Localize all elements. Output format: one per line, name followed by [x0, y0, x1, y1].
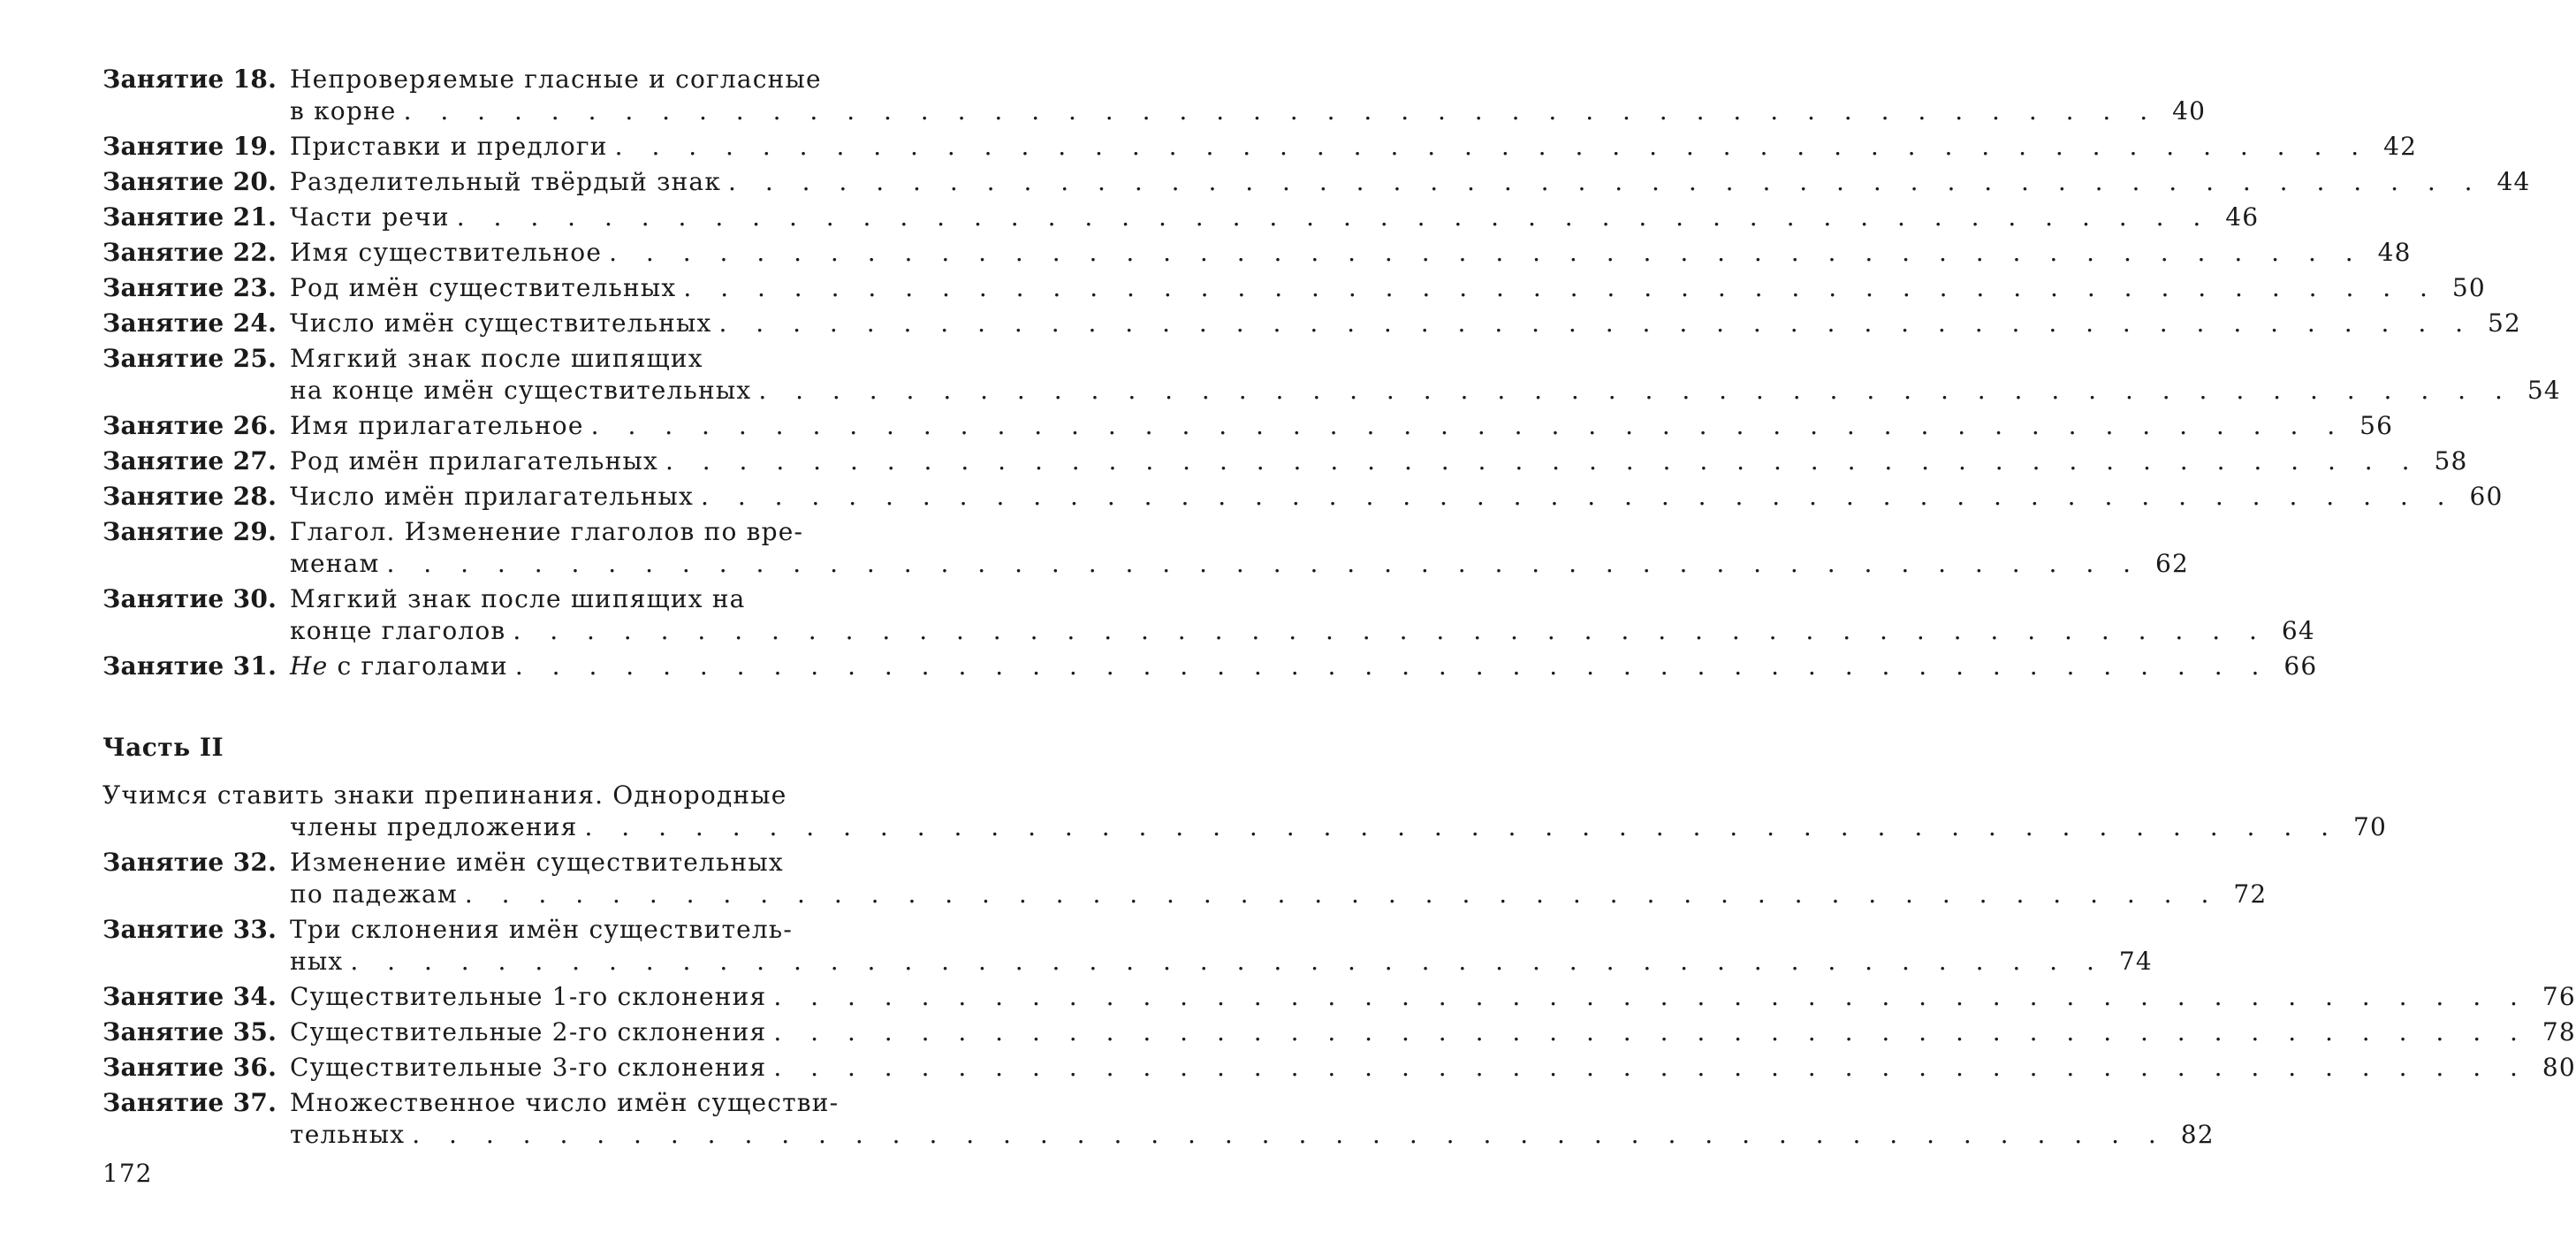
entry-title-line — [290, 445, 2468, 477]
entry-label: Занятие 26. — [103, 411, 277, 440]
entry-label: Занятие 29. — [103, 517, 277, 546]
toc-entry — [103, 914, 2153, 978]
entry-label: Занятие 23. — [103, 273, 277, 302]
entry-title — [290, 1016, 2576, 1048]
entry-title-line — [290, 410, 2394, 442]
entry-text: Мягкий знак после шипящих на — [290, 584, 746, 613]
entry-text: Части речи — [290, 202, 450, 232]
toc-entry — [103, 1052, 2576, 1084]
entry-title-line — [290, 481, 2504, 513]
entry-title-line — [290, 166, 2531, 198]
toc-entry — [103, 1087, 2215, 1151]
entry-page: 70 — [2353, 812, 2388, 841]
entry-text: Имя прилагательное — [290, 411, 584, 440]
toc-entry — [103, 237, 2412, 269]
entry-title — [290, 651, 2318, 682]
entry-text: Приставки и предлоги — [290, 132, 608, 161]
entry-page: 42 — [2383, 132, 2418, 161]
entry-title-line — [290, 131, 2418, 163]
entry-label: Занятие 35. — [103, 1017, 277, 1046]
entry-text: Не с глаголами — [290, 651, 508, 681]
entry-title-line — [290, 516, 878, 548]
entry-text: на конце имён существительных — [290, 376, 752, 405]
entry-text: Непроверяемые гласные и согласные — [290, 65, 822, 94]
entry-page: 50 — [2451, 273, 2486, 302]
entry-title — [290, 308, 2522, 339]
entry-page: 62 — [2155, 549, 2190, 578]
dot-leader: . . . . . . . . . . . . . . . . . . . . . . . . . . . . . . . . . . . . . . . . . . . . . . . . — [590, 411, 2346, 440]
entry-label: Занятие 30. — [103, 584, 277, 613]
entry-title-line — [103, 780, 878, 811]
entry-page: 48 — [2377, 238, 2412, 267]
entry-title-line — [290, 308, 2522, 339]
entry-title-line — [290, 548, 2190, 580]
entry-page: 78 — [2542, 1017, 2576, 1046]
entry-title — [290, 583, 2315, 647]
entry-title-line — [290, 914, 878, 946]
toc-entry — [103, 64, 2207, 127]
entry-page: 82 — [2180, 1120, 2215, 1149]
table-of-contents — [103, 64, 2576, 1154]
entry-text: Существительные 1-го склонения — [290, 982, 767, 1011]
entry-title-line — [290, 272, 2486, 304]
entry-title-line — [103, 811, 2388, 843]
entry-title-line — [290, 651, 2318, 682]
toc-entry — [103, 516, 2190, 580]
entry-title — [290, 914, 2153, 978]
dot-leader: . . . . . . . . . . . . . . . . . . . . . . . . . . . . . . . . . . . . . . . . . . . . . . . . — [718, 308, 2474, 338]
toc-entry — [103, 481, 2504, 513]
dot-leader: . . . . . . . . . . . . . . . . . . . . . . . . . . . . . . . . . . . . . . . . . . . . . . . . — [665, 446, 2420, 476]
entry-title — [290, 64, 2207, 127]
toc-entry — [103, 166, 2531, 198]
entry-label: Занятие 20. — [103, 167, 277, 196]
toc-entry — [103, 272, 2486, 304]
toc-entry — [103, 202, 2260, 233]
entry-title — [103, 780, 2388, 843]
entry-label: Занятие 24. — [103, 308, 277, 338]
toc-entry — [103, 651, 2318, 682]
entry-page: 58 — [2434, 446, 2468, 476]
dot-leader: . . . . . . . . . . . . . . . . . . . . . . . . . . . . . . . . . . . . . . . . . . . . . . . . — [584, 812, 2340, 841]
entry-title-line — [290, 1087, 878, 1119]
entry-title-line — [290, 95, 2207, 127]
entry-text: конце глаголов — [290, 616, 506, 645]
entry-title — [290, 272, 2486, 304]
entry-page: 66 — [2283, 651, 2318, 681]
entry-title — [290, 981, 2576, 1013]
dot-leader: . . . . . . . . . . . . . . . . . . . . . . . . . . . . . . . . . . . . . . . . . . . . . . . . — [614, 132, 2370, 161]
entry-text: Три склонения имён существитель- — [290, 915, 793, 944]
entry-title-line — [290, 375, 2561, 407]
entry-title — [290, 343, 2561, 407]
toc-entry — [103, 981, 2576, 1013]
entry-text: менам — [290, 549, 380, 578]
entry-text: Существительные 3-го склонения — [290, 1053, 767, 1082]
entry-text: ных — [290, 947, 344, 976]
entry-text: Число имён существительных — [290, 308, 712, 338]
entry-page: 76 — [2542, 982, 2576, 1011]
entry-title — [290, 516, 2190, 580]
dot-leader: . . . . . . . . . . . . . . . . . . . . . . . . . . . . . . . . . . . . . . . . . . . . . . . . — [728, 167, 2483, 196]
entry-label: Занятие 32. — [103, 848, 277, 877]
dot-leader: . . . . . . . . . . . . . . . . . . . . . . . . . . . . . . . . . . . . . . . . . . . . . . . . — [514, 651, 2270, 681]
entry-label: Занятие 21. — [103, 202, 277, 232]
dot-leader: . . . . . . . . . . . . . . . . . . . . . . . . . . . . . . . . . . . . . . . . . . . . . . . . — [403, 96, 2159, 126]
entry-label: Занятие 34. — [103, 982, 277, 1011]
entry-text: Имя существительное — [290, 238, 603, 267]
entry-label: Занятие 27. — [103, 446, 277, 476]
entry-page: 46 — [2225, 202, 2260, 232]
entry-label: Занятие 28. — [103, 482, 277, 511]
dot-leader: . . . . . . . . . . . . . . . . . . . . . . . . . . . . . . . . . . . . . . . . . . . . . . . . — [773, 1017, 2528, 1046]
entry-label: Занятие 31. — [103, 651, 277, 681]
entry-label: Занятие 37. — [103, 1088, 277, 1117]
entry-page: 72 — [2233, 879, 2268, 909]
entry-title — [290, 445, 2468, 477]
entry-title — [290, 481, 2504, 513]
entry-title-line — [290, 343, 878, 375]
dot-leader: . . . . . . . . . . . . . . . . . . . . . . . . . . . . . . . . . . . . . . . . . . . . . . . . — [386, 549, 2142, 578]
entry-title-line — [290, 64, 878, 95]
toc-entry — [103, 410, 2394, 442]
entry-page: 44 — [2496, 167, 2531, 196]
entry-page: 74 — [2118, 947, 2153, 976]
toc-entry — [103, 445, 2468, 477]
dot-leader: . . . . . . . . . . . . . . . . . . . . . . . . . . . . . . . . . . . . . . . . . . . . . . . . — [513, 616, 2268, 645]
entry-text: в корне — [290, 96, 397, 126]
entry-title-line — [290, 1052, 2576, 1084]
part2-list — [103, 847, 2576, 1151]
entry-text: тельных — [290, 1120, 406, 1149]
entry-text: Род имён прилагательных — [290, 446, 658, 476]
toc-entry — [103, 847, 2268, 910]
dot-leader: . . . . . . . . . . . . . . . . . . . . . . . . . . . . . . . . . . . . . . . . . . . . . . . . — [701, 482, 2456, 511]
toc-entry — [103, 1016, 2576, 1048]
entry-title-line — [290, 202, 2260, 233]
entry-title — [290, 1087, 2215, 1151]
entry-page: 40 — [2172, 96, 2207, 126]
entry-text: по падежам — [290, 879, 458, 909]
dot-leader: . . . . . . . . . . . . . . . . . . . . . . . . . . . . . . . . . . . . . . . . . . . . . . . . — [773, 982, 2528, 1011]
entry-title — [290, 131, 2418, 163]
entry-title — [290, 410, 2394, 442]
page-number: 172 — [103, 1159, 153, 1188]
entry-italic-word: Не — [290, 651, 329, 681]
entry-label: Занятие 25. — [103, 344, 277, 373]
toc-entry — [103, 780, 2388, 843]
dot-leader: . . . . . . . . . . . . . . . . . . . . . . . . . . . . . . . . . . . . . . . . . . . . . . . . — [456, 202, 2212, 232]
entry-title — [290, 202, 2260, 233]
entry-title — [290, 847, 2268, 910]
entry-title-line — [290, 237, 2412, 269]
entry-title-line — [290, 981, 2576, 1013]
entry-text: Разделительный твёрдый знак — [290, 167, 722, 196]
entry-text: Существительные 2-го склонения — [290, 1017, 767, 1046]
toc-entry — [103, 308, 2522, 339]
entry-label: Занятие 22. — [103, 238, 277, 267]
entry-title — [290, 166, 2531, 198]
toc-entry — [103, 131, 2418, 163]
part1-list — [103, 64, 2561, 682]
entry-page: 52 — [2488, 308, 2522, 338]
dot-leader: . . . . . . . . . . . . . . . . . . . . . . . . . . . . . . . . . . . . . . . . . . . . . . . . — [412, 1120, 2167, 1149]
toc-entry — [103, 343, 2561, 407]
entry-title-line — [290, 1119, 2215, 1151]
entry-text: Изменение имён существительных — [290, 848, 784, 877]
entry-page: 56 — [2359, 411, 2394, 440]
dot-leader: . . . . . . . . . . . . . . . . . . . . . . . . . . . . . . . . . . . . . . . . . . . . . . . . — [758, 376, 2513, 405]
toc-entry — [103, 583, 2315, 647]
dot-leader: . . . . . . . . . . . . . . . . . . . . . . . . . . . . . . . . . . . . . . . . . . . . . . . . — [609, 238, 2364, 267]
entry-page: 60 — [2469, 482, 2504, 511]
entry-text: Род имён существительных — [290, 273, 677, 302]
dot-leader: . . . . . . . . . . . . . . . . . . . . . . . . . . . . . . . . . . . . . . . . . . . . . . . . — [464, 879, 2220, 909]
entry-title-line — [290, 1016, 2576, 1048]
entry-page: 54 — [2527, 376, 2561, 405]
entry-text: Глагол. Изменение глаголов по вре- — [290, 517, 804, 546]
entry-title — [290, 237, 2412, 269]
entry-text: Мягкий знак после шипящих — [290, 344, 703, 373]
entry-page: 64 — [2281, 616, 2315, 645]
dot-leader: . . . . . . . . . . . . . . . . . . . . . . . . . . . . . . . . . . . . . . . . . . . . . . . . — [773, 1053, 2528, 1082]
entry-title-line — [290, 879, 2268, 910]
entry-page: 80 — [2542, 1053, 2576, 1082]
entry-text: Множественное число имён существи- — [290, 1088, 840, 1117]
part2-intro — [103, 780, 2388, 843]
entry-title-line — [290, 946, 2153, 978]
dot-leader: . . . . . . . . . . . . . . . . . . . . . . . . . . . . . . . . . . . . . . . . . . . . . . . . — [683, 273, 2438, 302]
dot-leader: . . . . . . . . . . . . . . . . . . . . . . . . . . . . . . . . . . . . . . . . . . . . . . . . — [350, 947, 2105, 976]
entry-title-line — [290, 615, 2315, 647]
entry-text: Число имён прилагательных — [290, 482, 695, 511]
part2-heading: Часть II — [103, 733, 224, 762]
entry-label: Занятие 33. — [103, 915, 277, 944]
entry-label: Занятие 19. — [103, 132, 277, 161]
entry-title-line — [290, 583, 878, 615]
entry-text: Учимся ставить знаки препинания. Однородные — [103, 780, 787, 810]
entry-label: Занятие 18. — [103, 65, 277, 94]
entry-text: члены предложения — [290, 812, 578, 841]
entry-title — [290, 1052, 2576, 1084]
entry-label: Занятие 36. — [103, 1053, 277, 1082]
entry-title-line — [290, 847, 878, 879]
